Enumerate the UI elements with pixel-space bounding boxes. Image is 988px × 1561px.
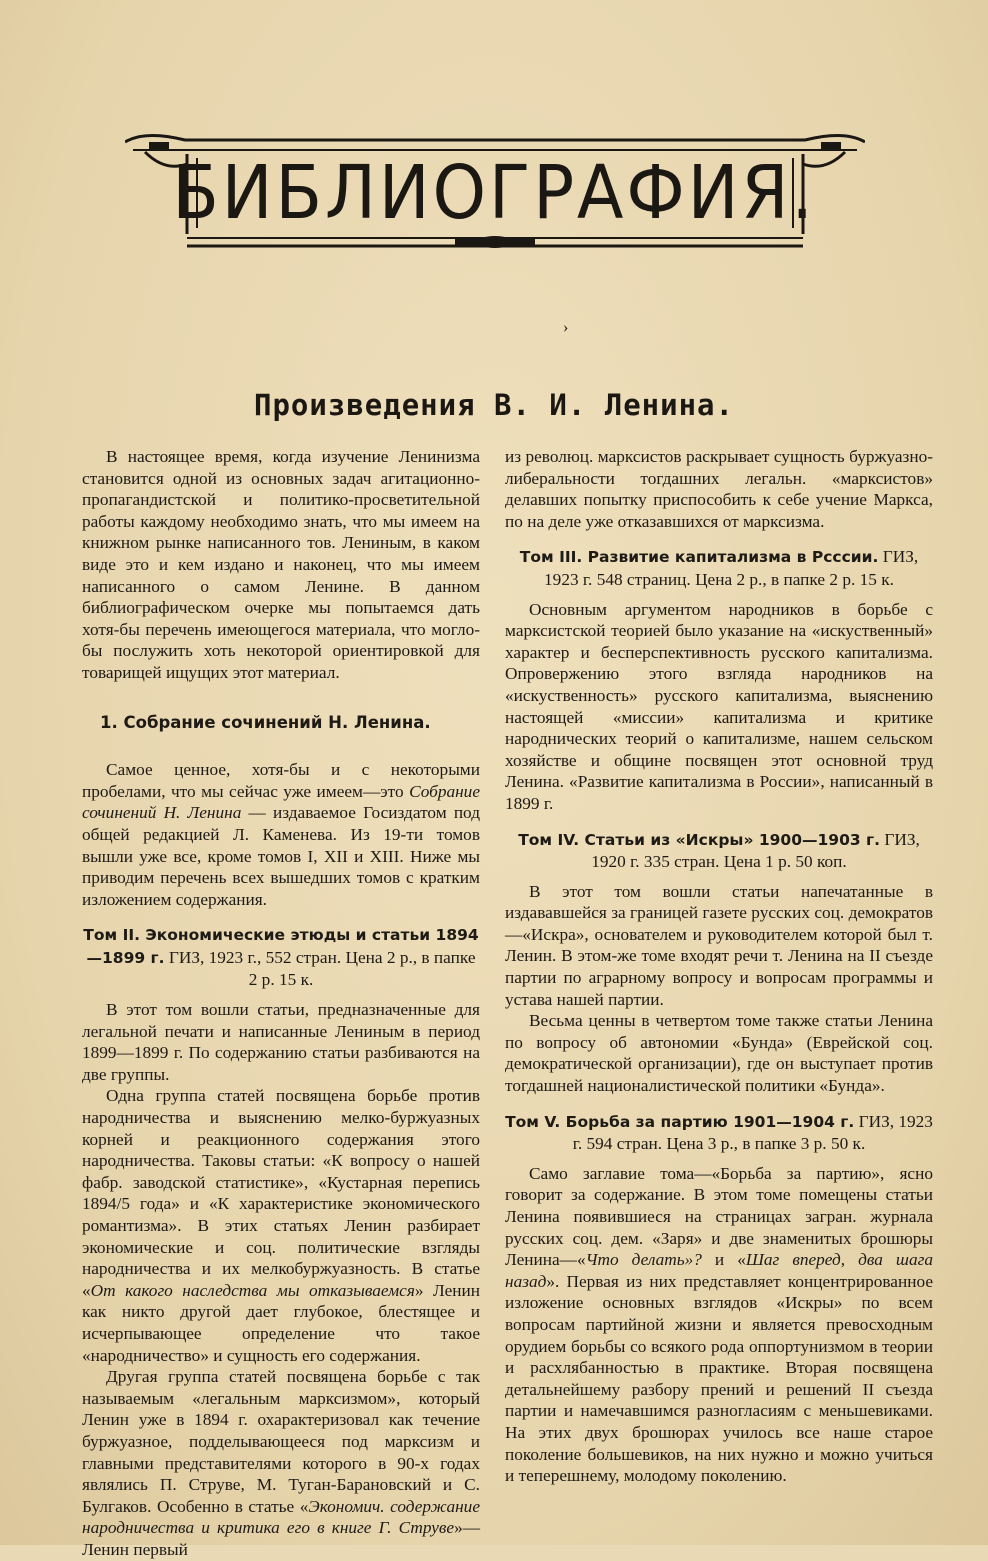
text-span: Одна группа статей посвящена борьбе против народничества и выяснению мелко-буржуазных корней и реакционного содержания этого народничества. Таковы статьи: «К вопросу о нашей фабр. заводской статистике», «Кустарная перепись 1894/5 года» и «К характеристике экономического романтизма». В этих статьях Ленин разбирает экономические и соц. политические взгляды народничества и их мелкобуржуазность. В статье « [82, 1086, 480, 1300]
italic-span: Экономич. содержание народничества и критика его в книге Г. Струве [82, 1496, 480, 1538]
text-span: » Ленин как никто другой дает глубокое, блестящее и исчерпывающее определение что такое «народничество» и сущность его содержания. [82, 1280, 480, 1365]
paragraph: Основным аргументом народников в борьбе с марксистской теорией было указание на «искуственный» характер и бесперспективность русского капитализма. Опровержению этого взгляда народников на «искуственность» русского капитализма, выяснению настоящей «миссии» капитализма и критике народнических теорий о капитализме, нашем сельском хозяйстве и общине посвящен этот основной труд Ленина. «Развитие капитализма в России», написанный в 1899 г. [505, 599, 933, 813]
left-column [82, 440, 480, 1561]
text-span: — издаваемое Госиздатом под общей редакцией Л. Каменева. Из 19-ти томов вышли уже все, кроме томов I, XII и XIII. Ниже мы приводим перечень всех вышедших томов с кратким изложением содержания. [82, 803, 480, 909]
volume-title: Том II. Экономические этюды и статьи 1894—1899 г. [83, 926, 479, 967]
text-span: Другая группа статей посвящена борьбе с так называемым «легальным марксизмом», который Ленин уже в 1894 г. охарактеризовал как течение буржуазное, подделывающееся под марксизм и главными представителями которого в 90-х годах являлись П. Струве, М. Туган-Барановский и С. Булгаков. Особенно в статье « [82, 1367, 480, 1516]
small-mark: › [563, 319, 569, 336]
section-heading: 1. Собрание сочинений Н. Ленина. [100, 712, 431, 732]
volume-heading [505, 1111, 933, 1155]
banner-title: БИБЛИОГРАФИЯ. [172, 150, 816, 236]
volume-details: ГИЗ, 1923 г., 552 стран. Цена 2 р., в папке 2 р. 15 к. [164, 947, 476, 990]
volume-details: ГИЗ, 1923 г. 548 страниц. Цена 2 р., в папке 2 р. 15 к. [544, 547, 919, 589]
italic-span: Шаг вперед, два шага назад [505, 1250, 933, 1291]
italic-span: Что делать»? [585, 1250, 702, 1270]
text-span: »—Ленин первый [82, 1518, 480, 1559]
paragraph [505, 1163, 933, 1487]
text-span: Самое ценное, хотя-бы и с некоторыми пробелами, что мы сейчас уже имеем—это [82, 760, 480, 801]
volume-heading [82, 924, 480, 991]
intro-paragraph: В настоящее время, когда изучение Ленинизма становится одной из основных задач агитационно-пропагандистской и политико-просветительной работы каждому необходимо знать, что мы имеем на книжном рынке написанного тов. Лениным, в каком виде это и кем издано и наконец, что мы имеем написанного о самом Ленине. В данном библиографическом очерке мы попытаемся дать хотя-бы перечень имеющегося материала, что могло-бы послужить хоть некоторой ориентировкой для товарищей ищущих этот материал. [82, 447, 480, 682]
paragraph: В этот том вошли статьи, предназначенные для легальной печати и написанные Лениным в период 1899—1899 г. По содержанию статьи разбиваются на две группы. [82, 1000, 480, 1084]
volume-heading [505, 546, 933, 590]
article-title: Произведения В. И. Ленина. [254, 388, 734, 422]
volume-title: Том III. Развитие капитализма в Рсссии. [519, 548, 879, 567]
volume-title: Том V. Борьба за партию 1901—1904 г. [505, 1112, 855, 1131]
volume-heading [505, 829, 933, 873]
right-column [505, 440, 933, 1487]
italic-span: От какого наследства мы отказываемся [90, 1280, 415, 1300]
paragraph: В этот том вошли статьи напечатанные в издававшейся за границей газете русских соц. демократов—«Искра», основателем и руководителем которой был т. Ленин. В этом-же томе входят речи т. Ленина на II съезде партии по аграрному вопросу и вопросам программы и устава нашей партии. [505, 881, 933, 1009]
paragraph: Весьма ценны в четвертом томе также статьи Ленина по вопросу об автономии «Бунда» (Еврейской соц. демократической организации), где он выступает против тогдашней националистической политики «Бунда». [505, 1011, 933, 1096]
paragraph [82, 1085, 480, 1366]
text-span: ». Первая из них представляет концентрированное изложение основных взглядов «Искры» по всем вопросам партийной жизни и является превосходным орудием борьбы со всякого рода оппортунизмом в теории и расхлябанностью в практике. Вторая посвящена детальнейшему разбору прений и решений II съезда партии и намечавшимся разногласиям с меньшевиками. На этих двух брошюрах училось все наше старое поколение большевиков, на них нужно и можно учиться и теперешнему, молодому поколению. [505, 1271, 933, 1486]
text-span: и « [701, 1250, 746, 1270]
italic-span: Собрание сочинений Н. Ленина [82, 781, 480, 823]
volume-details: ГИЗ, 1923 г. 594 стран. Цена 3 р., в папке 3 р. 50 к. [572, 1111, 933, 1154]
continued-paragraph: из революц. марксистов раскрывает сущность буржуазно-либеральности тогдашних легальн. «марксистов» делавших попытку приспособить к себе учение Маркса, по на деле уже отказавшихся от марксизма. [505, 447, 933, 531]
volume-details: ГИЗ, 1920 г. 335 стран. Цена 1 р. 50 коп. [591, 829, 920, 872]
text-span: Само заглавие тома—«Борьба за партию», ясно говорит за содержание. В этом томе помещены статьи Ленина появившиеся на страницах загран. журнала русских соц. дем. «Заря» и две знаменитых брошюры Ленина—« [505, 1163, 933, 1270]
paragraph [82, 1366, 480, 1560]
volume-title: Том IV. Статьи из «Искры» 1900—1903 г. [518, 830, 881, 849]
paragraph [82, 759, 480, 910]
